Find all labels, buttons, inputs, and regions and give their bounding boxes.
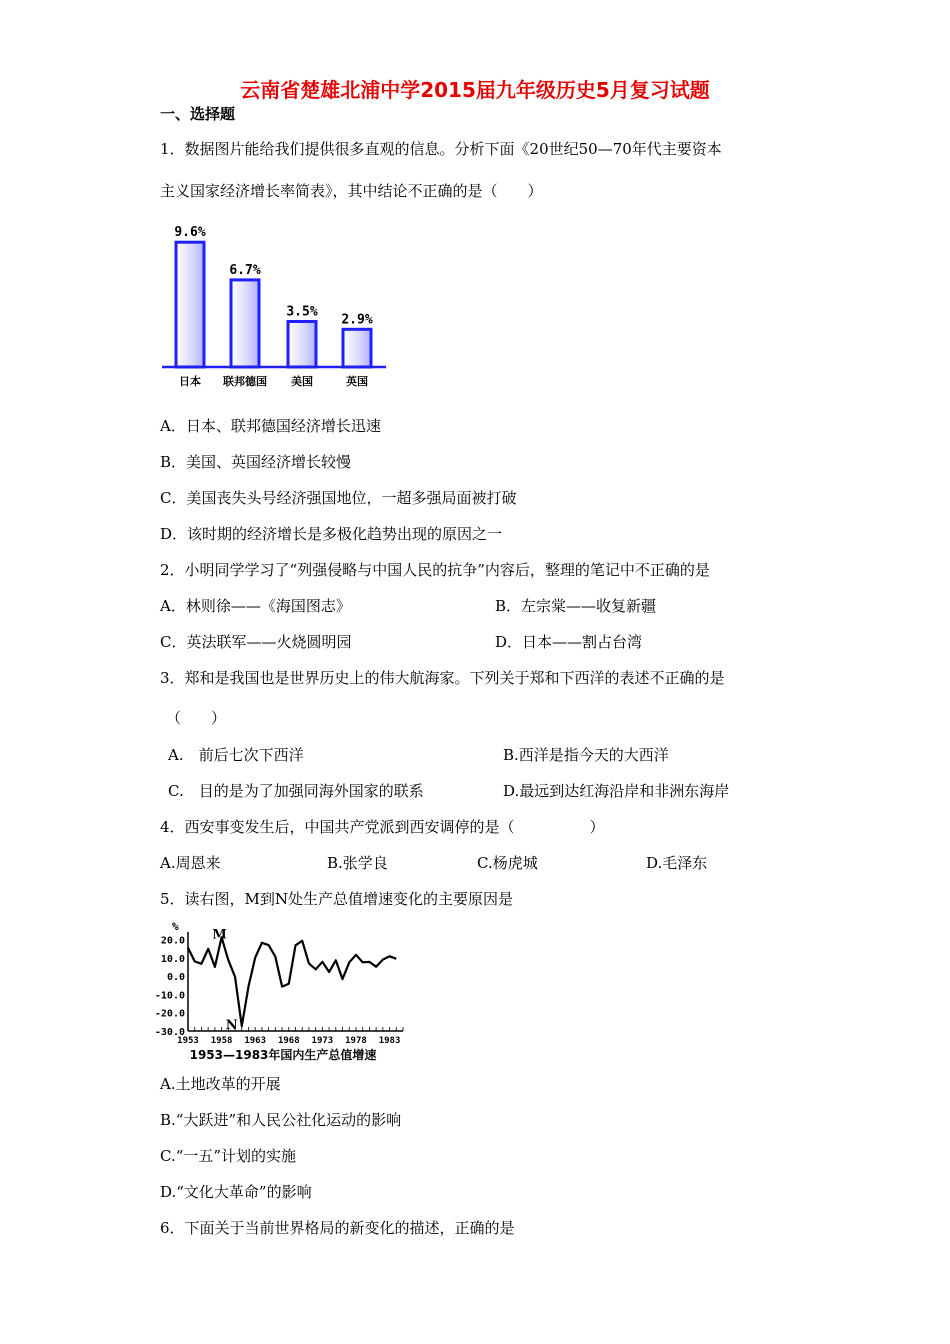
gdp-growth-line-chart xyxy=(154,918,408,1063)
annotation-m: M xyxy=(212,927,227,943)
y-tick-label-6: -30.0 xyxy=(154,1027,185,1038)
bar-2 xyxy=(231,280,259,367)
bar-category-label-1: 日本 xyxy=(179,375,201,388)
x-tick-label-3: 1963 xyxy=(244,1036,267,1046)
x-tick-label-1: 1953 xyxy=(177,1036,199,1046)
bar-value-label-2: 6.7% xyxy=(229,262,261,278)
page-title: 云南省楚雄北浦中学2015届九年级历史5月复习试题 xyxy=(240,78,710,102)
bar-category-label-3: 美国 xyxy=(291,375,313,388)
gdp-growth-series-line xyxy=(188,937,396,1026)
q4-option-c: C.杨虎城 xyxy=(477,854,538,872)
q3-option-d: D.最远到达红海沿岸和非洲东海岸 xyxy=(503,782,730,800)
q3-option-a: A. 前后七次下西洋 xyxy=(168,746,304,764)
y-tick-label-5: -20.0 xyxy=(154,1008,185,1020)
q2-stem: 2．小明同学学习了“列强侵略与中国人民的抗争”内容后，整理的笔记中不正确的是 xyxy=(160,561,710,579)
bar-1 xyxy=(176,242,204,367)
q5-option-d: D.“文化大革命”的影响 xyxy=(160,1183,312,1201)
bar-value-label-4: 2.9% xyxy=(341,312,373,328)
y-tick-label-2: 10.0 xyxy=(160,953,185,965)
q4-option-a: A.周恩来 xyxy=(160,854,221,872)
q1-stem-line1: 1．数据图片能给我们提供很多直观的信息。分析下面《20世纪50—70年代主要资本 xyxy=(160,140,722,158)
bar-category-label-4: 英国 xyxy=(346,375,368,388)
q2-option-c: C．英法联军——火烧圆明园 xyxy=(160,633,352,651)
q1-option-b: B．美国、英国经济增长较慢 xyxy=(160,453,352,471)
bar-value-label-3: 3.5% xyxy=(286,304,318,320)
q3-option-c: C. 目的是为了加强同海外国家的联系 xyxy=(168,782,424,800)
x-tick-label-4: 1968 xyxy=(277,1036,300,1046)
x-tick-label-2: 1958 xyxy=(210,1036,233,1046)
bar-4 xyxy=(343,329,371,367)
x-tick-label-6: 1978 xyxy=(345,1036,367,1046)
q5-option-a: A.土地改革的开展 xyxy=(160,1075,281,1093)
q1-option-d: D．该时期的经济增长是多极化趋势出现的原因之一 xyxy=(160,525,503,543)
q5-option-b: B.“大跃进”和人民公社化运动的影响 xyxy=(160,1111,402,1129)
q2-option-d: D．日本——割占台湾 xyxy=(495,633,643,651)
q4-stem: 4．西安事变发生后，中国共产党派到西安调停的是（ ） xyxy=(160,818,605,836)
growth-rate-bar-chart xyxy=(160,212,390,397)
q1-option-c: C．美国丧失头号经济强国地位，一超多强局面被打破 xyxy=(160,489,517,507)
q2-option-a: A．林则徐——《海国图志》 xyxy=(160,597,351,615)
q1-stem-line2: 主义国家经济增长率简表》，其中结论不正确的是（ ） xyxy=(160,182,543,200)
q5-option-c: C.“一五”计划的实施 xyxy=(160,1147,297,1165)
q4-option-b: B.张学良 xyxy=(327,854,388,872)
q1-option-a: A．日本、联邦德国经济增长迅速 xyxy=(160,417,381,435)
q4-option-d: D.毛泽东 xyxy=(646,854,708,872)
q5-stem: 5．读右图，M到N处生产总值增速变化的主要原因是 xyxy=(160,890,514,908)
chart-caption: 1953—1983年国内生产总值增速 xyxy=(189,1048,377,1062)
q3-option-b: B.西洋是指今天的大西洋 xyxy=(503,746,669,764)
x-tick-label-7: 1983 xyxy=(378,1036,401,1046)
y-tick-label-1: 20.0 xyxy=(160,935,185,947)
q6-stem: 6．下面关于当前世界格局的新变化的描述，正确的是 xyxy=(160,1219,515,1237)
q2-option-b: B．左宗棠——收复新疆 xyxy=(495,597,657,615)
x-tick-label-5: 1973 xyxy=(311,1036,334,1046)
annotation-n: N xyxy=(225,1018,238,1034)
bar-category-label-2: 联邦德国 xyxy=(223,375,267,388)
y-axis-unit-label: % xyxy=(172,920,179,933)
q3-stem-line2: （ ） xyxy=(166,709,227,727)
y-tick-label-4: -10.0 xyxy=(154,990,185,1002)
bar-value-label-1: 9.6% xyxy=(174,225,206,241)
bar-3 xyxy=(288,322,316,368)
q3-stem-line1: 3．郑和是我国也是世界历史上的伟大航海家。下列关于郑和下西洋的表述不正确的是 xyxy=(160,669,725,687)
y-tick-label-3: 0.0 xyxy=(166,972,185,984)
section-heading: 一、选择题 xyxy=(160,105,236,123)
